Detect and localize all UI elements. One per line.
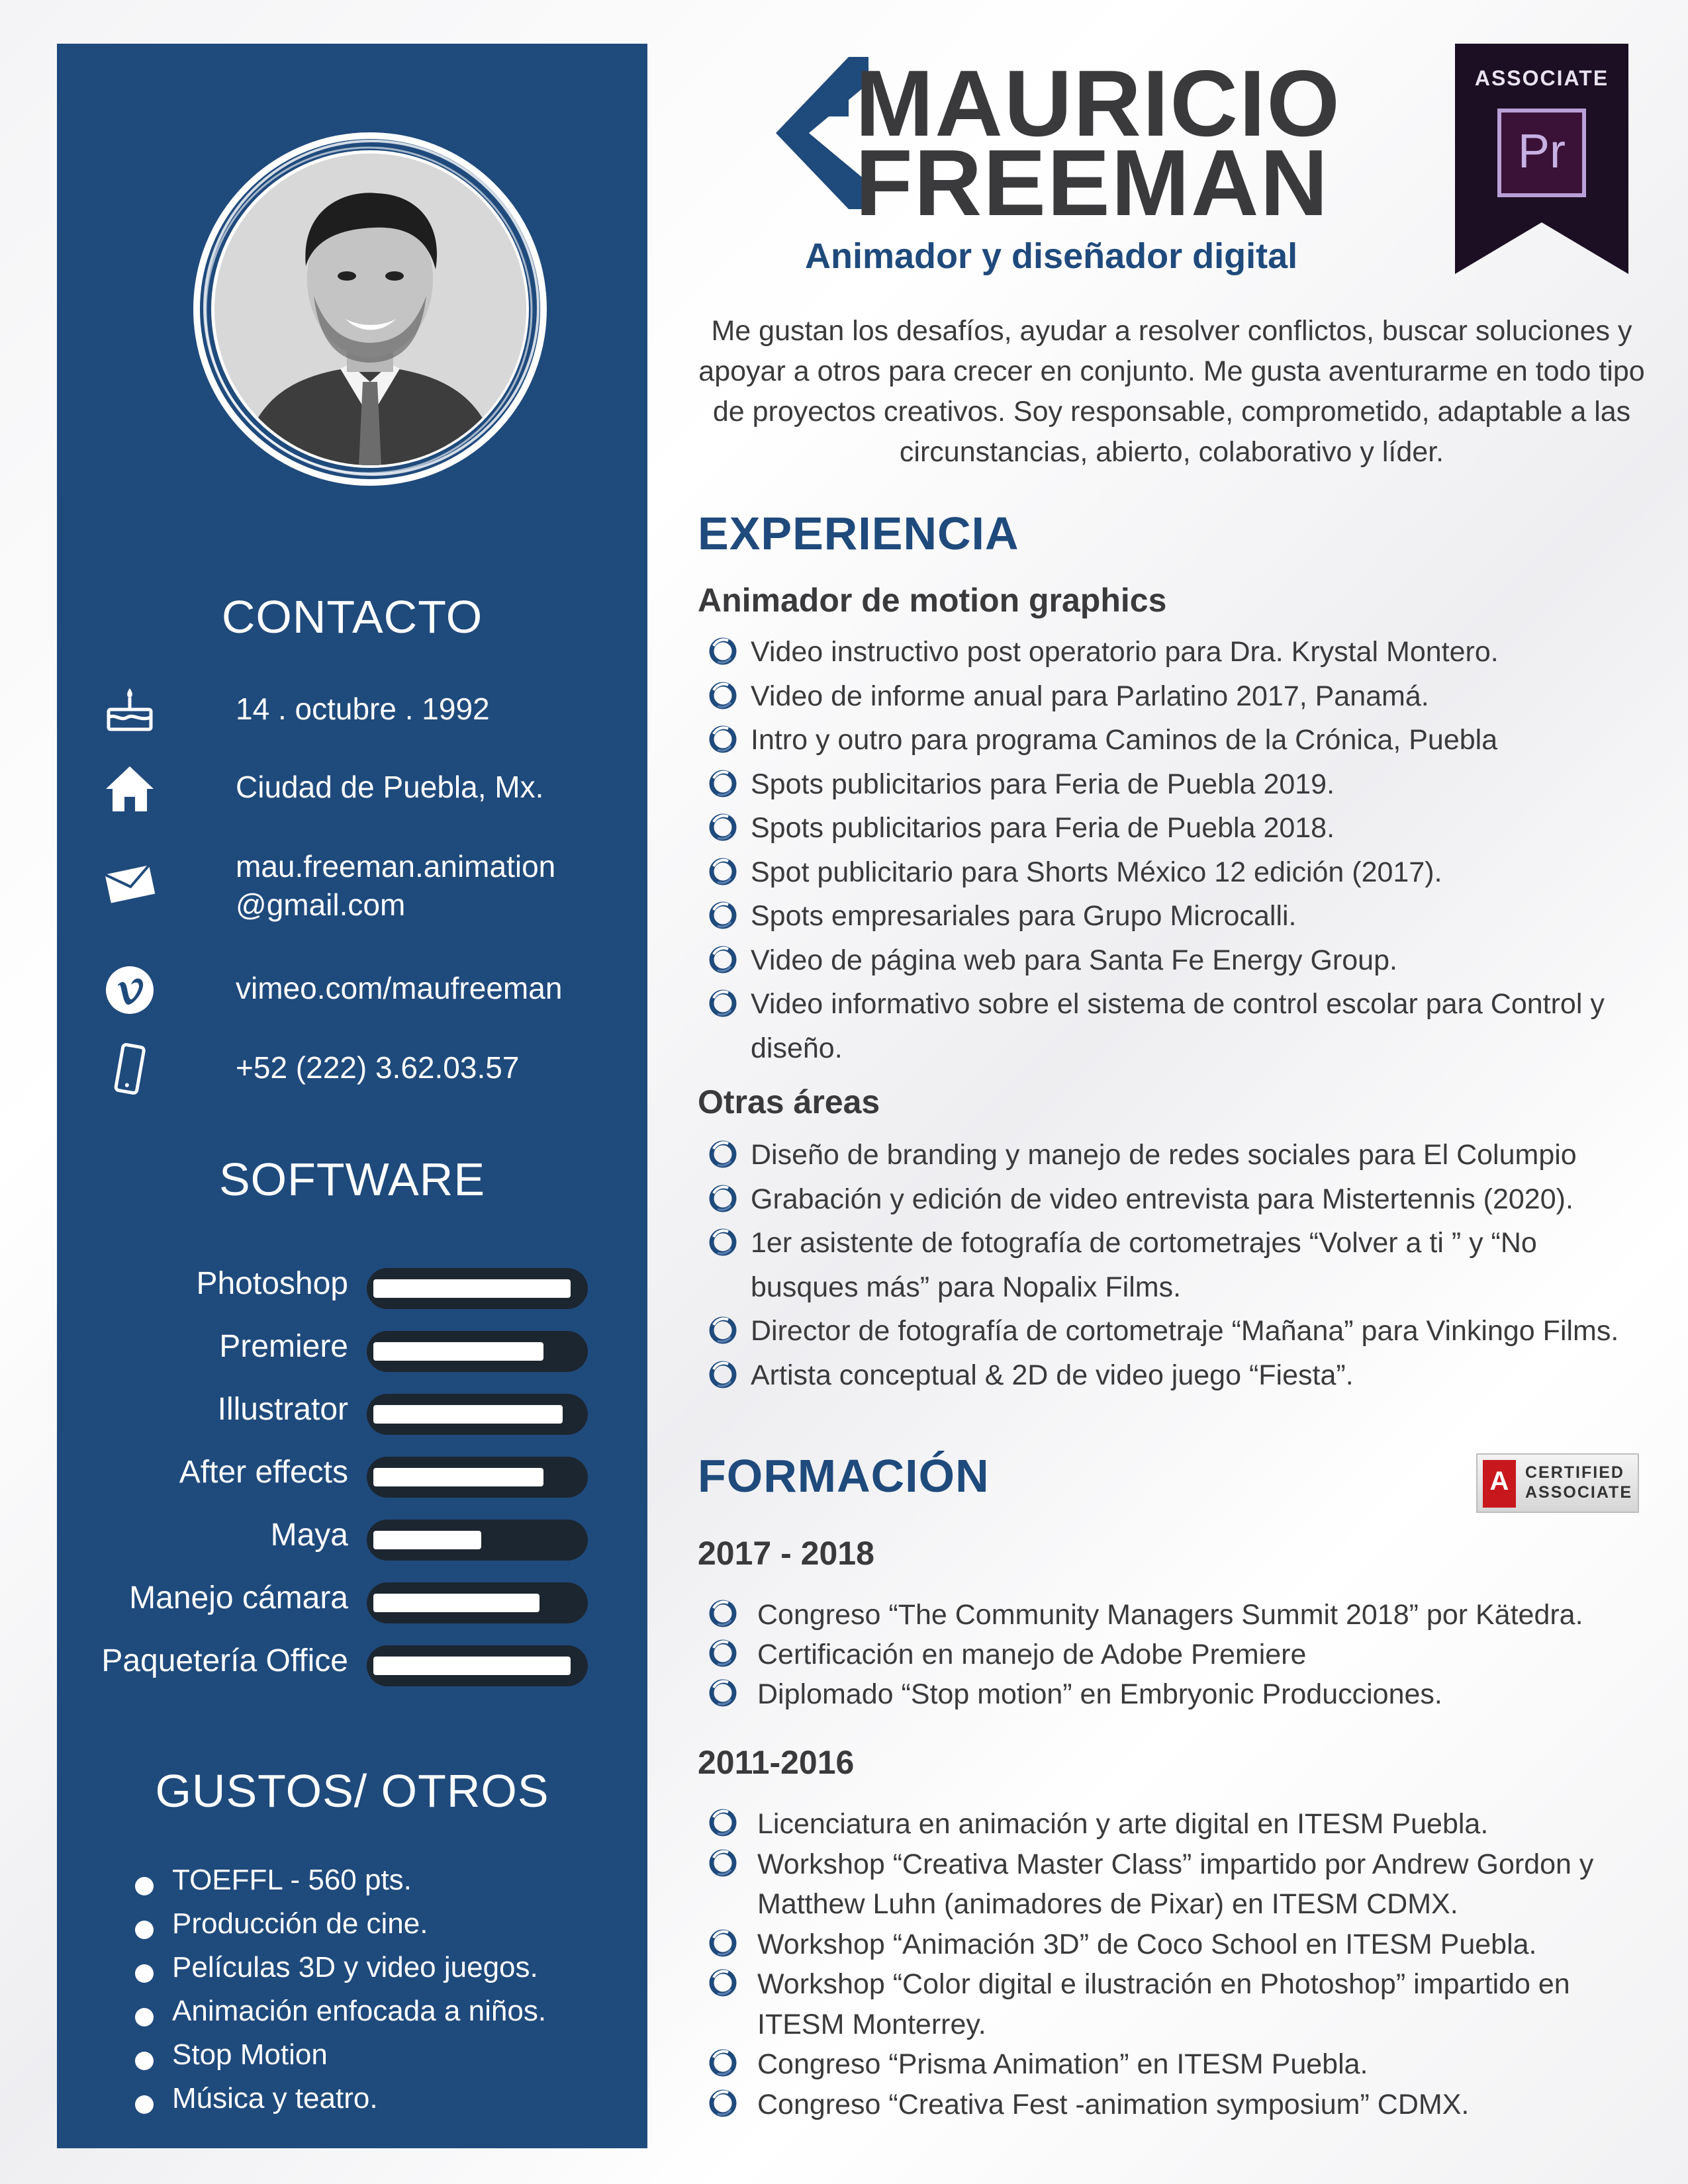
list-item-text: Video de página web para Santa Fe Energy Group. <box>751 944 1397 976</box>
bullet-dot-icon <box>135 1921 154 1939</box>
vimeo-text: vimeo.com/maufreeman <box>236 971 563 1005</box>
contact-vimeo[interactable] <box>103 964 620 1017</box>
list-item-text: Video informativo sobre el sistema de control escolar para Control y <box>751 988 1605 1020</box>
software-label: After effects <box>179 1455 348 1490</box>
other-areas-heading: Otras áreas <box>698 1083 880 1120</box>
email-text-line1: mau.freeman.animation <box>236 849 556 884</box>
list-item-text: Spots publicitarios para Feria de Puebla 2019. <box>751 768 1335 800</box>
skill-bar <box>367 1457 588 1498</box>
software-label: Paquetería Office <box>101 1643 348 1678</box>
software-row <box>57 1450 647 1496</box>
education-heading: FORMACIÓN <box>698 1450 990 1502</box>
cert-line1: CERTIFIED <box>1525 1463 1624 1482</box>
experience-heading: EXPERIENCIA <box>698 508 1019 559</box>
avatar <box>214 154 526 465</box>
badge-label: ASSOCIATE <box>1474 66 1609 90</box>
list-item-text: Workshop “Animación 3D” de Coco School en ITESM Puebla. <box>757 1928 1537 1960</box>
skill-bar-fill <box>373 1279 571 1298</box>
software-row <box>57 1513 647 1559</box>
skill-bar <box>367 1268 588 1309</box>
cake-icon <box>103 684 156 737</box>
bullet-dot-icon <box>135 2008 154 2026</box>
cert-line2: ASSOCIATE <box>1525 1483 1632 1502</box>
swirl-bullet-icon <box>708 1228 737 1257</box>
list-item-text: Artista conceptual & 2D de video juego “Fiesta”. <box>751 1359 1354 1391</box>
list-item-text: Director de fotografía de cortometraje “Mañana” para Vinkingo Films. <box>751 1315 1619 1347</box>
bullet-dot-icon <box>135 1964 154 1983</box>
swirl-bullet-icon <box>708 725 737 754</box>
software-row <box>57 1576 647 1622</box>
list-item-text: Video de informe anual para Parlatino 2017, Panamá. <box>751 680 1429 712</box>
list-item-text: Grabación y edición de video entrevista para Mistertennis (2020). <box>751 1183 1573 1215</box>
motion-graphics-heading: Animador de motion graphics <box>698 582 1167 619</box>
list-item-text: Congreso “Creativa Fest -animation symposium” CDMX. <box>757 2088 1470 2120</box>
skill-bar <box>367 1645 588 1686</box>
software-heading: SOFTWARE <box>218 1154 486 1205</box>
phone-icon <box>103 1043 156 1096</box>
swirl-bullet-icon <box>708 1929 737 1958</box>
list-item-text: Video instructivo post operatorio para Dra. Krystal Montero. <box>751 636 1499 668</box>
sidebar: CONTACTO 14 . octubre . 1992 Ciudad de Puebla, Mx. mau.freeman.animation @gmail.com vimeo.com/maufreeman +52 (222) 3.62.03.57 SOFTWARE Photoshop Premiere Illustrator After effects Maya Manejo cámara Paquetería Office GUSTOS/ OTROS TOEFFL - 560 pts. Producción de cine. Películas 3D y video juegos. Animación enfocada a niños. Stop Motion Música y teatro. <box>57 44 647 2148</box>
software-row <box>57 1387 647 1433</box>
contact-location <box>103 762 620 815</box>
bullet-dot-icon <box>135 1877 154 1895</box>
last-name: FREEMAN <box>855 130 1330 236</box>
swirl-bullet-icon <box>708 681 737 710</box>
bullet-dot-icon <box>135 2095 154 2114</box>
contact-birthday <box>103 684 620 737</box>
premiere-icon: Pr <box>1497 109 1586 197</box>
software-row <box>57 1639 647 1685</box>
swirl-bullet-icon <box>708 1140 737 1169</box>
swirl-bullet-icon <box>708 1599 737 1628</box>
skill-bar <box>367 1394 588 1435</box>
list-item-text: ITESM Monterrey. <box>757 2008 986 2040</box>
swirl-bullet-icon <box>708 1316 737 1345</box>
swirl-bullet-icon <box>708 901 737 930</box>
swirl-bullet-icon <box>708 1808 737 1837</box>
envelope-icon <box>103 856 156 909</box>
email-text-line2: @gmail.com <box>236 887 406 922</box>
skill-bar-fill <box>373 1405 563 1424</box>
list-item-text: 1er asistente de fotografía de cortometrajes “Volver a ti ” y “No <box>751 1227 1537 1259</box>
list-item-text: Certificación en manejo de Adobe Premiere <box>757 1639 1307 1670</box>
skill-bar-fill <box>373 1342 543 1361</box>
vimeo-icon <box>103 964 156 1017</box>
swirl-bullet-icon <box>708 1360 737 1389</box>
software-row <box>57 1324 647 1371</box>
bullet-dot-icon <box>135 2052 154 2070</box>
list-item-text: Congreso “Prisma Animation” en ITESM Puebla. <box>757 2048 1368 2080</box>
swirl-bullet-icon <box>708 1678 737 1707</box>
list-item-text: Spot publicitario para Shorts México 12 edición (2017). <box>751 856 1442 888</box>
swirl-bullet-icon <box>708 813 737 842</box>
software-label: Manejo cámara <box>129 1580 348 1615</box>
list-item-text: diseño. <box>751 1032 843 1064</box>
period-2017-2018: 2017 - 2018 <box>698 1535 874 1572</box>
location-text: Ciudad de Puebla, Mx. <box>236 770 544 804</box>
job-title: Animador y diseñador digital <box>805 236 1298 276</box>
list-item-text: Diplomado “Stop motion” en Embryonic Producciones. <box>757 1678 1442 1710</box>
list-item-text: Diseño de branding y manejo de redes sociales para El Columpio <box>751 1139 1577 1171</box>
swirl-bullet-icon <box>708 1848 737 1878</box>
software-row <box>57 1261 647 1308</box>
adobe-associate-badge <box>1455 44 1628 274</box>
swirl-bullet-icon <box>708 1968 737 1997</box>
contact-email[interactable] <box>103 842 620 928</box>
list-item-text: Workshop “Creativa Master Class” impartido por Andrew Gordon y <box>757 1848 1594 1880</box>
software-label: Maya <box>270 1518 348 1553</box>
profile-photo <box>187 126 554 493</box>
software-label: Photoshop <box>196 1266 348 1301</box>
software-label: Premiere <box>219 1329 348 1364</box>
skill-bar-fill <box>373 1594 539 1612</box>
skill-bar-fill <box>373 1657 571 1675</box>
swirl-bullet-icon <box>708 2089 737 2118</box>
birthday-text: 14 . octubre . 1992 <box>236 692 490 726</box>
swirl-bullet-icon <box>708 637 737 666</box>
home-icon <box>103 762 156 815</box>
skill-bar <box>367 1582 588 1623</box>
swirl-bullet-icon <box>708 945 737 974</box>
swirl-bullet-icon <box>708 857 737 886</box>
adobe-certified-badge <box>1476 1453 1639 1513</box>
contact-phone[interactable] <box>103 1043 620 1096</box>
list-item-text: Spots empresariales para Grupo Microcalli. <box>751 900 1297 932</box>
swirl-bullet-icon <box>708 1639 737 1668</box>
profile-summary: Me gustan los desafíos, ayudar a resolver conflictos, buscar soluciones y apoyar a otros para crecer en conjunto. Me gusta aventurarme en todo tipo de proyectos creativos. Soy responsable, comprometido, adaptable a las circunstancias, abierto, colaborativo y líder. <box>698 315 1645 468</box>
swirl-bullet-icon <box>708 1184 737 1213</box>
list-item-text: Intro y outro para programa Caminos de la Crónica, Puebla <box>751 724 1498 756</box>
skill-bar <box>367 1520 588 1561</box>
logo-f-mark-icon <box>763 57 868 209</box>
list-item-text: Spots publicitarios para Feria de Puebla 2018. <box>751 812 1335 844</box>
contact-heading: CONTACTO <box>221 591 483 643</box>
swirl-bullet-icon <box>708 769 737 798</box>
first-name: MAURICIO <box>855 51 1341 156</box>
list-item-text: Licenciatura en animación y arte digital en ITESM Puebla. <box>757 1808 1489 1840</box>
adobe-logo-icon: A <box>1483 1460 1516 1508</box>
software-label: Illustrator <box>217 1392 348 1427</box>
skill-bar-fill <box>373 1468 543 1486</box>
list-item-text: busques más” para Nopalix Films. <box>751 1271 1182 1303</box>
list-item-text: Matthew Luhn (animadores de Pixar) en ITESM CDMX. <box>757 1888 1458 1920</box>
phone-text: +52 (222) 3.62.03.57 <box>236 1050 520 1085</box>
skill-bar-fill <box>373 1531 481 1549</box>
swirl-bullet-icon <box>708 989 737 1018</box>
skill-bar <box>367 1331 588 1372</box>
list-item-text: Congreso “The Community Managers Summit 2018” por Kätedra. <box>757 1599 1583 1631</box>
period-2011-2016: 2011-2016 <box>698 1744 855 1781</box>
list-item-text: Workshop “Color digital e ilustración en Photoshop” impartido en <box>757 1968 1570 2000</box>
swirl-bullet-icon <box>708 2048 737 2077</box>
hobbies-heading: GUSTOS/ OTROS <box>155 1765 549 1817</box>
